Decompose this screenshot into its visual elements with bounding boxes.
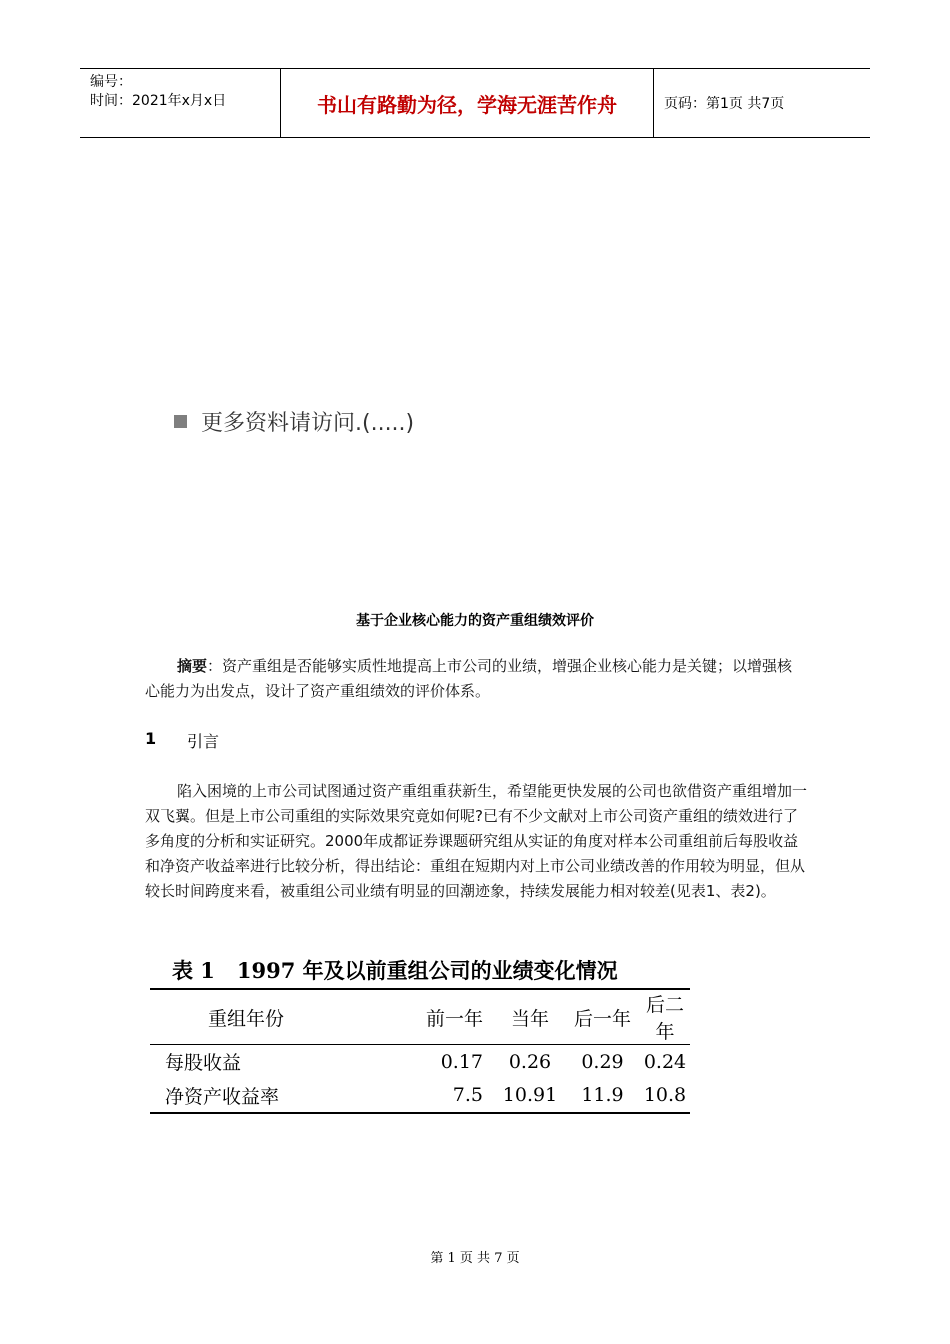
table-cell: 每股收益: [165, 1052, 242, 1075]
table-caption: 表 1 1997 年及以前重组公司的业绩变化情况: [172, 958, 618, 983]
abstract-label: 摘要: [177, 657, 208, 675]
section-number: 1: [145, 729, 157, 748]
table-cell: 0.17: [440, 1050, 483, 1073]
table-header-cell: 后一年: [573, 1007, 631, 1030]
time-label: 时间：2021年x月x日: [90, 93, 227, 109]
table-row: [150, 1045, 690, 1079]
motto: 书山有路勤为径，学海无涯苦作舟: [281, 69, 654, 137]
more-info-link[interactable]: [174, 406, 414, 437]
table-cell: 0.29: [581, 1050, 624, 1073]
abstract-paragraph: [145, 654, 807, 704]
page-info: 页码：第1页 共7页: [664, 96, 785, 112]
performance-table: [150, 988, 690, 1114]
table-header-cell: 当年: [510, 1007, 549, 1030]
table-cell: 11.9: [581, 1084, 624, 1106]
table-cell: 7.5: [452, 1084, 483, 1106]
header-table: [80, 68, 870, 138]
intro-paragraph: 陷入困境的上市公司试图通过资产重组重获新生，希望能更快发展的公司也欲借资产重组增加一双飞翼。但是上市公司重组的实际效果究竟如何呢?已有不少文献对上市公司资产重组的绩效进行了多角度的分析和实证研究。2000年成都证券课题研究组从实证的角度对样本公司重组前后每股收益和净资产收益率进行比较分析，得出结论：重组在短期内对上市公司业绩改善的作用较为明显，但从较长时间跨度来看，被重组公司业绩有明显的回潮迹象，持续发展能力相对较差(见表1、表2)。: [145, 782, 808, 900]
more-info-text: 更多资料请访问.(.....): [201, 411, 415, 436]
page-footer: 第 1 页 共 7 页: [430, 1251, 520, 1266]
table-header-cell: 后二年: [645, 994, 684, 1043]
table-cell: 10.91: [502, 1084, 558, 1106]
table-row: [150, 1079, 690, 1113]
table-cell: 0.24: [643, 1050, 687, 1073]
document-title: 基于企业核心能力的资产重组绩效评价: [356, 613, 594, 629]
section-heading: [145, 729, 219, 752]
section-title: 引言: [187, 732, 220, 751]
number-label: 编号：: [90, 74, 132, 90]
square-bullet-icon: [174, 415, 187, 428]
table-cell: 0.26: [508, 1050, 552, 1073]
table-header-row: [150, 989, 690, 1045]
table-header-cell: 前一年: [425, 1007, 483, 1030]
table-cell: 10.8: [643, 1084, 687, 1106]
abstract-text: ：资产重组是否能够实质性地提高上市公司的业绩，增强企业核心能力是关键；以增强核心能力为出发点，设计了资产重组绩效的评价体系。: [145, 657, 793, 700]
table-cell: 净资产收益率: [165, 1085, 280, 1108]
header-meta-cell: [80, 69, 281, 137]
table-header-cell: 重组年份: [208, 1007, 285, 1030]
